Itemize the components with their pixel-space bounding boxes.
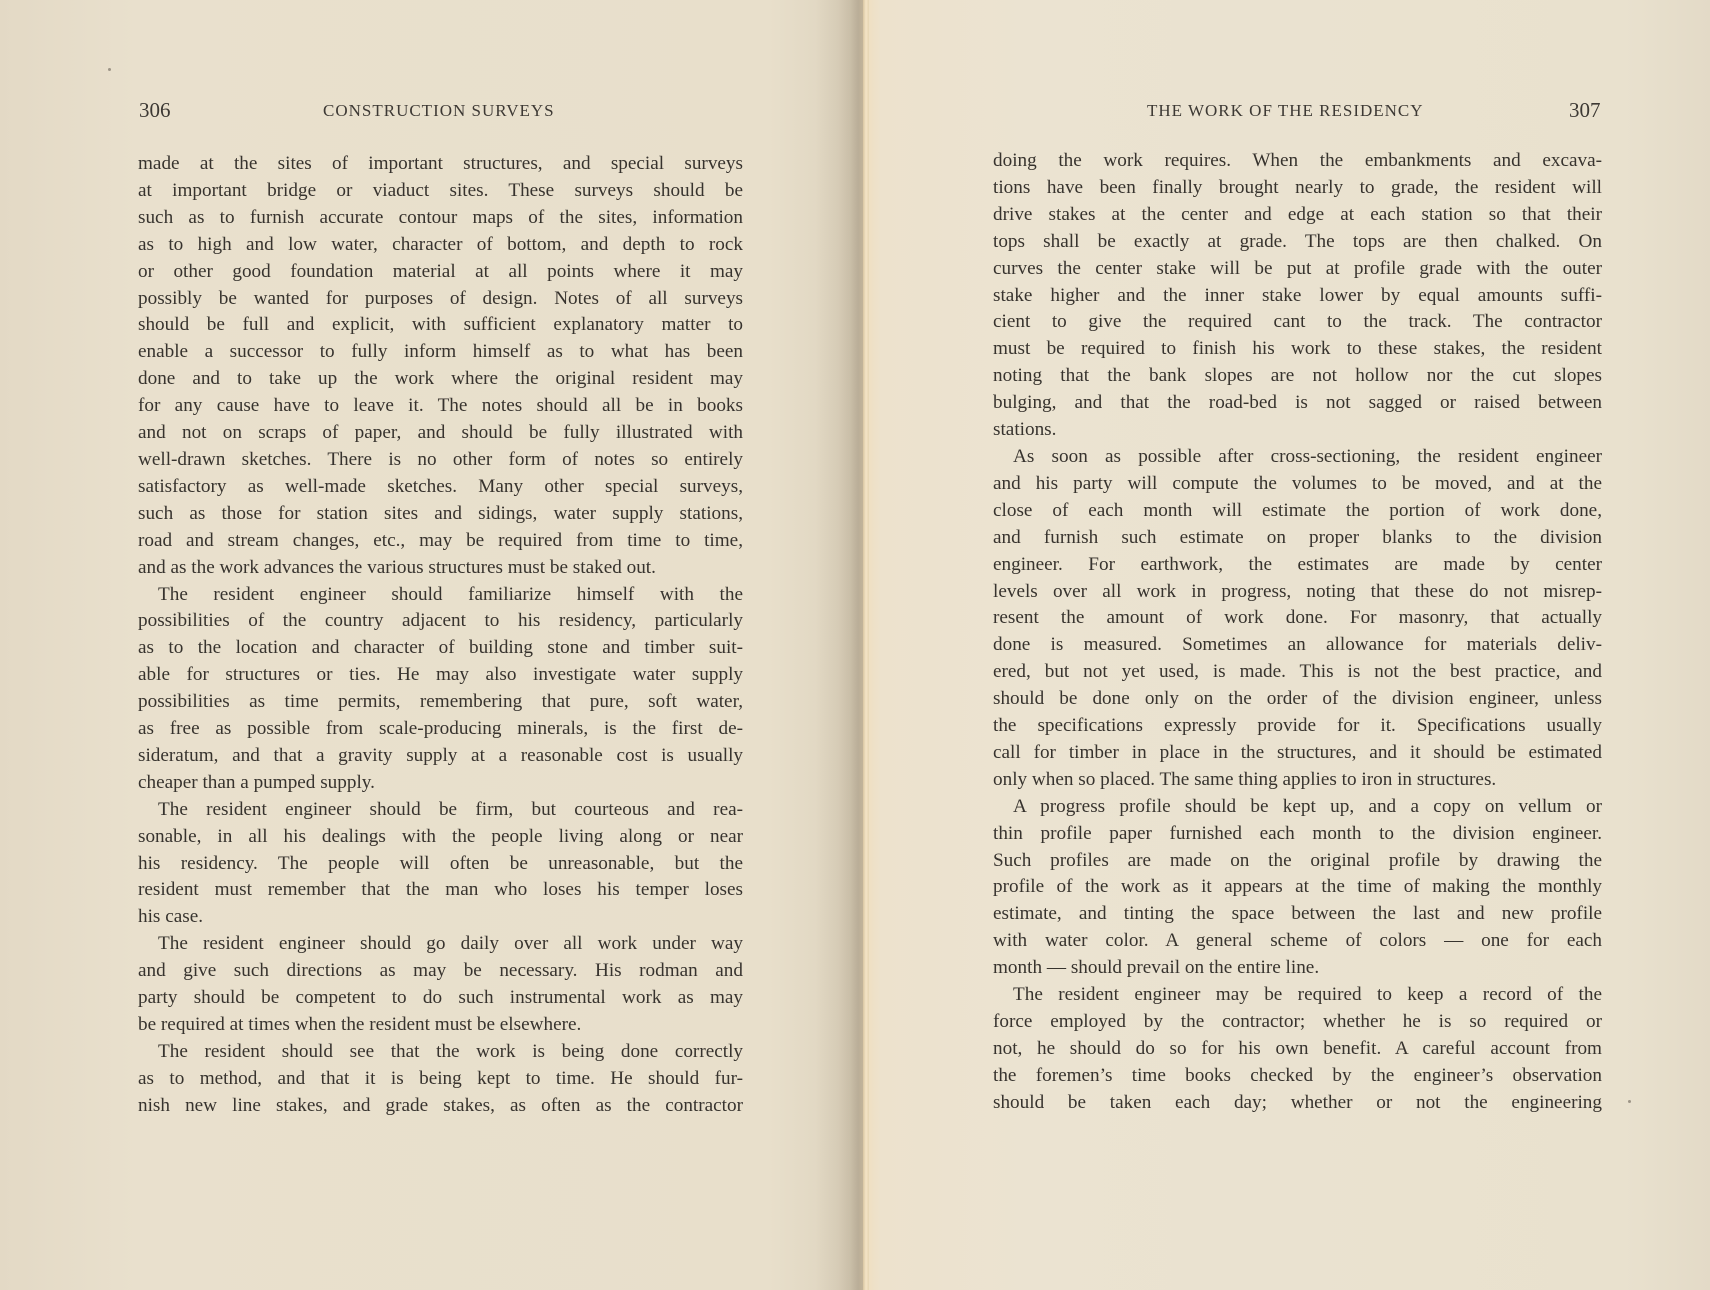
- book-spine: [863, 0, 869, 1290]
- text-line: curves the center stake will be put at profile grade with the outer: [993, 257, 1602, 279]
- text-line: drive stakes at the center and edge at each station so that their: [993, 203, 1602, 225]
- text-line: road and stream changes, etc., may be required from time to time,: [138, 529, 743, 551]
- text-line: and give such directions as may be necessary. His rodman and: [138, 960, 743, 982]
- text-line: should be done only on the order of the division engineer, unless: [993, 688, 1602, 710]
- text-line: made at the sites of important structures, and special surveys: [138, 153, 743, 174]
- text-line: As soon as possible after cross-sectioning, the resident engineer: [1013, 445, 1602, 467]
- text-line: as to the location and character of building stone and timber suit-: [138, 637, 743, 659]
- text-line: not, he should do so for his own benefit. A careful account from: [993, 1037, 1602, 1059]
- text-line: and his party will compute the volumes to be moved, and at the: [993, 472, 1602, 494]
- paragraph: [138, 797, 743, 932]
- text-line: able for structures or ties. He may also investigate water supply: [138, 664, 743, 686]
- right-page: [870, 0, 1710, 1290]
- paragraph: [138, 1039, 743, 1120]
- text-line: as to high and low water, character of bottom, and depth to rock: [138, 233, 743, 255]
- paragraph: [993, 148, 1602, 444]
- text-line: for any cause have to leave it. The notes should all be in books: [138, 395, 743, 417]
- text-line: or other good foundation material at all points where it may: [138, 260, 743, 282]
- text-line: nish new line stakes, and grade stakes, as often as the contractor: [138, 1094, 743, 1116]
- text-line: tions have been finally brought nearly to grade, the resident will: [993, 176, 1602, 198]
- text-line: well-drawn sketches. There is no other form of notes so entirely: [138, 448, 743, 470]
- text-line: as free as possible from scale-producing minerals, is the first de-: [138, 718, 743, 740]
- text-line: stake higher and the inner stake lower by equal amounts suffi-: [993, 284, 1602, 306]
- paragraph: [993, 444, 1602, 794]
- text-line: only when so placed. The same thing applies to iron in structures.: [993, 768, 1497, 790]
- text-line: possibly be wanted for purposes of design. Notes of all surveys: [138, 287, 743, 309]
- text-line: party should be competent to do such instrumental work as may: [138, 987, 743, 1009]
- text-line: force employed by the contractor; whether he is so required or: [993, 1011, 1602, 1032]
- paragraph: [993, 982, 1602, 1117]
- text-line: the foremen’s time books checked by the engineer’s observation: [993, 1064, 1602, 1086]
- text-line: resent the amount of work done. For masonry, that actually: [993, 607, 1602, 629]
- body-text-left: [138, 151, 743, 1120]
- text-line: must be required to finish his work to these stakes, the resident: [993, 338, 1602, 360]
- page-number-left: 306: [139, 98, 171, 122]
- text-line: thin profile paper furnished each month to the division engineer.: [993, 822, 1602, 844]
- text-line: tops shall be exactly at grade. The tops are then chalked. On: [993, 230, 1602, 252]
- text-line: done is measured. Sometimes an allowance for materials deliv-: [993, 634, 1602, 656]
- text-line: The resident engineer may be required to keep a record of the: [1013, 984, 1602, 1006]
- text-line: A progress profile should be kept up, and a copy on vellum or: [1013, 795, 1602, 817]
- text-line: and as the work advances the various structures must be staked out.: [138, 556, 656, 578]
- body-text-right: [993, 148, 1602, 1117]
- text-line: such as to furnish accurate contour maps of the sites, information: [138, 206, 743, 228]
- page-number-right: 307: [1569, 98, 1601, 122]
- text-line: bulging, and that the road-bed is not sagged or raised between: [993, 392, 1602, 414]
- text-line: The resident should see that the work is being done correctly: [158, 1040, 743, 1062]
- paragraph: [138, 931, 743, 1039]
- text-line: as to method, and that it is being kept to time. He should fur-: [138, 1067, 743, 1089]
- text-line: estimate, and tinting the space between the last and new profile: [993, 903, 1602, 925]
- text-line: with water color. A general scheme of colors — one for each: [993, 930, 1602, 952]
- paragraph: [993, 794, 1602, 982]
- text-line: ered, but not yet used, is made. This is not the best practice, and: [993, 661, 1602, 683]
- paragraph: [138, 151, 743, 582]
- text-line: should be taken each day; whether or not the engineering: [993, 1091, 1602, 1113]
- text-line: doing the work requires. When the embankments and excava-: [993, 150, 1602, 171]
- text-line: close of each month will estimate the portion of work done,: [993, 499, 1602, 521]
- text-line: month — should prevail on the entire line.: [993, 957, 1320, 979]
- text-line: possibilities of the country adjacent to his residency, particularly: [138, 610, 743, 632]
- text-line: profile of the work as it appears at the time of making the monthly: [993, 876, 1602, 898]
- text-line: noting that the bank slopes are not hollow nor the cut slopes: [993, 365, 1602, 387]
- text-line: should be full and explicit, with sufficient explanatory matter to: [138, 314, 743, 336]
- text-line: at important bridge or viaduct sites. These surveys should be: [138, 179, 743, 201]
- text-line: call for timber in place in the structures, and it should be estimated: [993, 741, 1602, 763]
- running-head-left: CONSTRUCTION SURVEYS: [323, 101, 555, 120]
- text-line: Such profiles are made on the original profile by drawing the: [993, 849, 1602, 871]
- text-line: sonable, in all his dealings with the people living along or near: [138, 825, 743, 847]
- running-head-right: THE WORK OF THE RESIDENCY: [1147, 101, 1424, 120]
- text-line: The resident engineer should be firm, but courteous and rea-: [158, 798, 743, 820]
- paper-speck: [108, 68, 111, 71]
- text-line: possibilities as time permits, remembering that pure, soft water,: [138, 691, 743, 713]
- text-line: done and to take up the work where the original resident may: [138, 368, 743, 390]
- text-line: enable a successor to fully inform himself as to what has been: [138, 341, 743, 363]
- text-line: The resident engineer should familiarize himself with the: [158, 583, 743, 605]
- text-line: cheaper than a pumped supply.: [138, 771, 375, 793]
- text-line: and not on scraps of paper, and should be fully illustrated with: [138, 422, 743, 444]
- text-line: levels over all work in progress, noting that these do not misrep-: [993, 580, 1602, 602]
- text-line: stations.: [993, 419, 1057, 441]
- paragraph: [138, 582, 743, 797]
- paper-speck: [1628, 1100, 1631, 1103]
- text-line: sideratum, and that a gravity supply at a reasonable cost is usually: [138, 744, 743, 766]
- text-line: be required at times when the resident must be elsewhere.: [138, 1014, 582, 1035]
- text-line: the specifications expressly provide for it. Specifications usually: [993, 715, 1602, 737]
- text-line: resident must remember that the man who loses his temper loses: [138, 879, 743, 901]
- text-line: his case.: [138, 906, 204, 928]
- text-line: and furnish such estimate on proper blanks to the division: [993, 526, 1602, 548]
- text-line: such as those for station sites and sidings, water supply stations,: [138, 502, 743, 524]
- text-line: satisfactory as well-made sketches. Many other special surveys,: [138, 475, 743, 497]
- text-line: engineer. For earthwork, the estimates are made by center: [993, 553, 1602, 575]
- text-line: his residency. The people will often be unreasonable, but the: [138, 852, 743, 874]
- text-line: The resident engineer should go daily over all work under way: [158, 933, 743, 955]
- text-line: cient to give the required cant to the track. The contractor: [993, 311, 1602, 333]
